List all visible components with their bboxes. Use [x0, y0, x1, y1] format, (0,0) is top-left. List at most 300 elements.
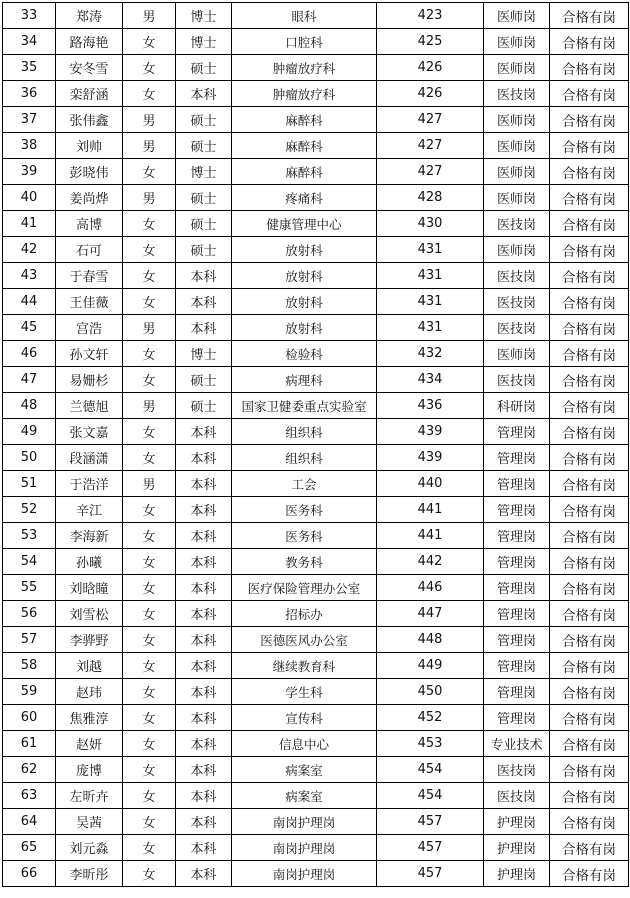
table-row: [3, 107, 629, 133]
education-cell: 本科: [176, 809, 232, 835]
post-type-cell: 管理岗: [484, 627, 550, 653]
post-type-cell: 管理岗: [484, 445, 550, 471]
result-cell: 合格有岗: [550, 835, 629, 861]
row-number-cell: 33: [3, 3, 56, 29]
name-cell: 王佳薇: [56, 289, 123, 315]
table-row: [3, 185, 629, 211]
row-number-cell: 39: [3, 159, 56, 185]
rank-cell: 427: [377, 133, 484, 159]
table-row: [3, 159, 629, 185]
education-cell: 硕士: [176, 393, 232, 419]
gender-cell: 女: [123, 263, 176, 289]
row-number-cell: 43: [3, 263, 56, 289]
gender-cell: 女: [123, 783, 176, 809]
name-cell: 石可: [56, 237, 123, 263]
post-type-cell: 医技岗: [484, 315, 550, 341]
education-cell: 硕士: [176, 185, 232, 211]
row-number-cell: 48: [3, 393, 56, 419]
department-cell: 口腔科: [232, 29, 377, 55]
row-number-cell: 35: [3, 55, 56, 81]
department-cell: 放射科: [232, 315, 377, 341]
department-cell: 南岗护理岗: [232, 835, 377, 861]
table-row: [3, 575, 629, 601]
rank-cell: 434: [377, 367, 484, 393]
row-number-cell: 53: [3, 523, 56, 549]
department-cell: 工会: [232, 471, 377, 497]
gender-cell: 女: [123, 445, 176, 471]
post-type-cell: 医师岗: [484, 185, 550, 211]
gender-cell: 女: [123, 575, 176, 601]
gender-cell: 男: [123, 3, 176, 29]
row-number-cell: 64: [3, 809, 56, 835]
row-number-cell: 46: [3, 341, 56, 367]
table-row: [3, 653, 629, 679]
department-cell: 肿瘤放疗科: [232, 55, 377, 81]
name-cell: 赵妍: [56, 731, 123, 757]
name-cell: 段涵潇: [56, 445, 123, 471]
name-cell: 栾舒涵: [56, 81, 123, 107]
result-cell: 合格有岗: [550, 263, 629, 289]
row-number-cell: 61: [3, 731, 56, 757]
rank-cell: 441: [377, 497, 484, 523]
education-cell: 硕士: [176, 237, 232, 263]
rank-cell: 432: [377, 341, 484, 367]
name-cell: 路海艳: [56, 29, 123, 55]
gender-cell: 女: [123, 289, 176, 315]
row-number-cell: 50: [3, 445, 56, 471]
gender-cell: 女: [123, 549, 176, 575]
name-cell: 刘越: [56, 653, 123, 679]
table-row: [3, 601, 629, 627]
gender-cell: 男: [123, 185, 176, 211]
education-cell: 本科: [176, 601, 232, 627]
result-cell: 合格有岗: [550, 211, 629, 237]
result-cell: 合格有岗: [550, 861, 629, 887]
post-type-cell: 医师岗: [484, 107, 550, 133]
gender-cell: 男: [123, 133, 176, 159]
name-cell: 张伟鑫: [56, 107, 123, 133]
education-cell: 博士: [176, 3, 232, 29]
result-cell: 合格有岗: [550, 185, 629, 211]
name-cell: 刘帅: [56, 133, 123, 159]
row-number-cell: 57: [3, 627, 56, 653]
row-number-cell: 59: [3, 679, 56, 705]
result-cell: 合格有岗: [550, 419, 629, 445]
education-cell: 硕士: [176, 367, 232, 393]
result-cell: 合格有岗: [550, 81, 629, 107]
department-cell: 放射科: [232, 289, 377, 315]
post-type-cell: 管理岗: [484, 601, 550, 627]
result-cell: 合格有岗: [550, 731, 629, 757]
rank-cell: 452: [377, 705, 484, 731]
name-cell: 李骅野: [56, 627, 123, 653]
row-number-cell: 65: [3, 835, 56, 861]
name-cell: 孙文轩: [56, 341, 123, 367]
result-cell: 合格有岗: [550, 549, 629, 575]
name-cell: 于浩洋: [56, 471, 123, 497]
post-type-cell: 管理岗: [484, 523, 550, 549]
result-cell: 合格有岗: [550, 289, 629, 315]
department-cell: 麻醉科: [232, 159, 377, 185]
result-cell: 合格有岗: [550, 783, 629, 809]
result-cell: 合格有岗: [550, 757, 629, 783]
department-cell: 医务科: [232, 523, 377, 549]
result-cell: 合格有岗: [550, 315, 629, 341]
row-number-cell: 52: [3, 497, 56, 523]
result-cell: 合格有岗: [550, 809, 629, 835]
row-number-cell: 49: [3, 419, 56, 445]
table-row: [3, 549, 629, 575]
department-cell: 医疗保险管理办公室: [232, 575, 377, 601]
name-cell: 焦雅淳: [56, 705, 123, 731]
department-cell: 招标办: [232, 601, 377, 627]
education-cell: 本科: [176, 575, 232, 601]
table-row: [3, 497, 629, 523]
post-type-cell: 护理岗: [484, 809, 550, 835]
name-cell: 于春雪: [56, 263, 123, 289]
gender-cell: 男: [123, 107, 176, 133]
row-number-cell: 41: [3, 211, 56, 237]
education-cell: 本科: [176, 653, 232, 679]
name-cell: 易姗杉: [56, 367, 123, 393]
department-cell: 医德医风办公室: [232, 627, 377, 653]
table-row: [3, 263, 629, 289]
row-number-cell: 36: [3, 81, 56, 107]
rank-cell: 446: [377, 575, 484, 601]
department-cell: 放射科: [232, 263, 377, 289]
table-row: [3, 341, 629, 367]
gender-cell: 女: [123, 55, 176, 81]
education-cell: 本科: [176, 731, 232, 757]
result-cell: 合格有岗: [550, 445, 629, 471]
gender-cell: 女: [123, 159, 176, 185]
department-cell: 国家卫健委重点实验室: [232, 393, 377, 419]
post-type-cell: 管理岗: [484, 705, 550, 731]
name-cell: 辛江: [56, 497, 123, 523]
rank-cell: 431: [377, 315, 484, 341]
row-number-cell: 40: [3, 185, 56, 211]
name-cell: 左昕卉: [56, 783, 123, 809]
name-cell: 兰德旭: [56, 393, 123, 419]
rank-cell: 448: [377, 627, 484, 653]
result-cell: 合格有岗: [550, 653, 629, 679]
education-cell: 博士: [176, 341, 232, 367]
rank-cell: 431: [377, 263, 484, 289]
department-cell: 检验科: [232, 341, 377, 367]
department-cell: 信息中心: [232, 731, 377, 757]
rank-cell: 440: [377, 471, 484, 497]
gender-cell: 女: [123, 601, 176, 627]
table-row: [3, 133, 629, 159]
name-cell: 姜尚烨: [56, 185, 123, 211]
name-cell: 刘元淼: [56, 835, 123, 861]
result-cell: 合格有岗: [550, 367, 629, 393]
education-cell: 硕士: [176, 211, 232, 237]
row-number-cell: 37: [3, 107, 56, 133]
post-type-cell: 科研岗: [484, 393, 550, 419]
table-row: [3, 809, 629, 835]
gender-cell: 男: [123, 393, 176, 419]
gender-cell: 女: [123, 367, 176, 393]
post-type-cell: 医师岗: [484, 29, 550, 55]
table-row: [3, 705, 629, 731]
result-cell: 合格有岗: [550, 627, 629, 653]
table-row: [3, 393, 629, 419]
result-cell: 合格有岗: [550, 471, 629, 497]
post-type-cell: 医技岗: [484, 757, 550, 783]
table-row: [3, 55, 629, 81]
gender-cell: 女: [123, 809, 176, 835]
rank-cell: 457: [377, 835, 484, 861]
post-type-cell: 医技岗: [484, 289, 550, 315]
table-body: [3, 3, 629, 887]
result-cell: 合格有岗: [550, 393, 629, 419]
table-row: [3, 861, 629, 887]
education-cell: 本科: [176, 705, 232, 731]
gender-cell: 女: [123, 81, 176, 107]
rank-cell: 431: [377, 237, 484, 263]
education-cell: 本科: [176, 757, 232, 783]
result-cell: 合格有岗: [550, 55, 629, 81]
name-cell: 刘雪松: [56, 601, 123, 627]
education-cell: 硕士: [176, 55, 232, 81]
rank-cell: 430: [377, 211, 484, 237]
result-cell: 合格有岗: [550, 107, 629, 133]
gender-cell: 女: [123, 523, 176, 549]
table-row: [3, 419, 629, 445]
rank-cell: 423: [377, 3, 484, 29]
gender-cell: 女: [123, 653, 176, 679]
rank-cell: 426: [377, 55, 484, 81]
name-cell: 宫浩: [56, 315, 123, 341]
education-cell: 本科: [176, 627, 232, 653]
table-row: [3, 211, 629, 237]
post-type-cell: 医师岗: [484, 3, 550, 29]
post-type-cell: 管理岗: [484, 575, 550, 601]
row-number-cell: 60: [3, 705, 56, 731]
row-number-cell: 47: [3, 367, 56, 393]
table-row: [3, 471, 629, 497]
gender-cell: 女: [123, 835, 176, 861]
department-cell: 放射科: [232, 237, 377, 263]
result-cell: 合格有岗: [550, 679, 629, 705]
table-row: [3, 835, 629, 861]
table-row: [3, 237, 629, 263]
education-cell: 本科: [176, 81, 232, 107]
rank-cell: 439: [377, 419, 484, 445]
gender-cell: 女: [123, 419, 176, 445]
gender-cell: 男: [123, 315, 176, 341]
table-row: [3, 29, 629, 55]
row-number-cell: 56: [3, 601, 56, 627]
post-type-cell: 管理岗: [484, 549, 550, 575]
department-cell: 宣传科: [232, 705, 377, 731]
rank-cell: 454: [377, 757, 484, 783]
post-type-cell: 医师岗: [484, 237, 550, 263]
rank-cell: 426: [377, 81, 484, 107]
table-row: [3, 523, 629, 549]
table-row: [3, 315, 629, 341]
education-cell: 博士: [176, 159, 232, 185]
rank-cell: 454: [377, 783, 484, 809]
rank-cell: 436: [377, 393, 484, 419]
gender-cell: 女: [123, 705, 176, 731]
gender-cell: 女: [123, 237, 176, 263]
row-number-cell: 54: [3, 549, 56, 575]
post-type-cell: 医师岗: [484, 133, 550, 159]
education-cell: 本科: [176, 497, 232, 523]
department-cell: 南岗护理岗: [232, 861, 377, 887]
department-cell: 教务科: [232, 549, 377, 575]
result-cell: 合格有岗: [550, 575, 629, 601]
post-type-cell: 医技岗: [484, 263, 550, 289]
education-cell: 本科: [176, 549, 232, 575]
education-cell: 本科: [176, 263, 232, 289]
rank-cell: 457: [377, 809, 484, 835]
education-cell: 本科: [176, 289, 232, 315]
name-cell: 吴茜: [56, 809, 123, 835]
result-cell: 合格有岗: [550, 133, 629, 159]
department-cell: 病案室: [232, 783, 377, 809]
rank-cell: 447: [377, 601, 484, 627]
gender-cell: 女: [123, 731, 176, 757]
gender-cell: 女: [123, 497, 176, 523]
education-cell: 本科: [176, 783, 232, 809]
name-cell: 安冬雪: [56, 55, 123, 81]
row-number-cell: 42: [3, 237, 56, 263]
table-row: [3, 627, 629, 653]
education-cell: 本科: [176, 523, 232, 549]
row-number-cell: 66: [3, 861, 56, 887]
rank-cell: 431: [377, 289, 484, 315]
education-cell: 本科: [176, 679, 232, 705]
table-row: [3, 3, 629, 29]
post-type-cell: 管理岗: [484, 419, 550, 445]
rank-cell: 441: [377, 523, 484, 549]
gender-cell: 女: [123, 679, 176, 705]
result-cell: 合格有岗: [550, 29, 629, 55]
gender-cell: 女: [123, 29, 176, 55]
education-cell: 博士: [176, 29, 232, 55]
name-cell: 庞博: [56, 757, 123, 783]
results-table: [2, 2, 629, 887]
post-type-cell: 医技岗: [484, 367, 550, 393]
education-cell: 本科: [176, 471, 232, 497]
post-type-cell: 护理岗: [484, 835, 550, 861]
rank-cell: 428: [377, 185, 484, 211]
name-cell: 李昕彤: [56, 861, 123, 887]
row-number-cell: 38: [3, 133, 56, 159]
department-cell: 组织科: [232, 445, 377, 471]
result-cell: 合格有岗: [550, 3, 629, 29]
row-number-cell: 62: [3, 757, 56, 783]
rank-cell: 457: [377, 861, 484, 887]
result-cell: 合格有岗: [550, 159, 629, 185]
row-number-cell: 34: [3, 29, 56, 55]
result-cell: 合格有岗: [550, 601, 629, 627]
table-row: [3, 289, 629, 315]
table-row: [3, 445, 629, 471]
department-cell: 麻醉科: [232, 107, 377, 133]
department-cell: 疼痛科: [232, 185, 377, 211]
department-cell: 麻醉科: [232, 133, 377, 159]
post-type-cell: 医师岗: [484, 341, 550, 367]
name-cell: 李海新: [56, 523, 123, 549]
department-cell: 健康管理中心: [232, 211, 377, 237]
table-row: [3, 367, 629, 393]
post-type-cell: 医技岗: [484, 783, 550, 809]
rank-cell: 453: [377, 731, 484, 757]
name-cell: 彭晓伟: [56, 159, 123, 185]
department-cell: 继续教育科: [232, 653, 377, 679]
department-cell: 学生科: [232, 679, 377, 705]
row-number-cell: 55: [3, 575, 56, 601]
education-cell: 硕士: [176, 107, 232, 133]
gender-cell: 男: [123, 471, 176, 497]
rank-cell: 450: [377, 679, 484, 705]
name-cell: 赵玮: [56, 679, 123, 705]
post-type-cell: 管理岗: [484, 653, 550, 679]
gender-cell: 女: [123, 757, 176, 783]
department-cell: 组织科: [232, 419, 377, 445]
post-type-cell: 专业技术: [484, 731, 550, 757]
result-cell: 合格有岗: [550, 705, 629, 731]
post-type-cell: 医师岗: [484, 55, 550, 81]
education-cell: 本科: [176, 835, 232, 861]
result-cell: 合格有岗: [550, 523, 629, 549]
post-type-cell: 医师岗: [484, 159, 550, 185]
rank-cell: 425: [377, 29, 484, 55]
post-type-cell: 医技岗: [484, 81, 550, 107]
name-cell: 张文嘉: [56, 419, 123, 445]
result-cell: 合格有岗: [550, 497, 629, 523]
department-cell: 病理科: [232, 367, 377, 393]
row-number-cell: 63: [3, 783, 56, 809]
post-type-cell: 管理岗: [484, 497, 550, 523]
department-cell: 肿瘤放疗科: [232, 81, 377, 107]
rank-cell: 449: [377, 653, 484, 679]
post-type-cell: 医技岗: [484, 211, 550, 237]
education-cell: 本科: [176, 315, 232, 341]
name-cell: 郑涛: [56, 3, 123, 29]
table-row: [3, 731, 629, 757]
department-cell: 南岗护理岗: [232, 809, 377, 835]
result-cell: 合格有岗: [550, 237, 629, 263]
education-cell: 本科: [176, 419, 232, 445]
gender-cell: 女: [123, 627, 176, 653]
name-cell: 刘晗瞳: [56, 575, 123, 601]
row-number-cell: 51: [3, 471, 56, 497]
gender-cell: 女: [123, 341, 176, 367]
department-cell: 病案室: [232, 757, 377, 783]
post-type-cell: 管理岗: [484, 471, 550, 497]
education-cell: 本科: [176, 445, 232, 471]
rank-cell: 427: [377, 107, 484, 133]
post-type-cell: 护理岗: [484, 861, 550, 887]
rank-cell: 439: [377, 445, 484, 471]
gender-cell: 女: [123, 211, 176, 237]
name-cell: 孙曦: [56, 549, 123, 575]
rank-cell: 442: [377, 549, 484, 575]
row-number-cell: 58: [3, 653, 56, 679]
table-row: [3, 783, 629, 809]
education-cell: 硕士: [176, 133, 232, 159]
table-row: [3, 81, 629, 107]
department-cell: 眼科: [232, 3, 377, 29]
education-cell: 本科: [176, 861, 232, 887]
department-cell: 医务科: [232, 497, 377, 523]
table-row: [3, 757, 629, 783]
